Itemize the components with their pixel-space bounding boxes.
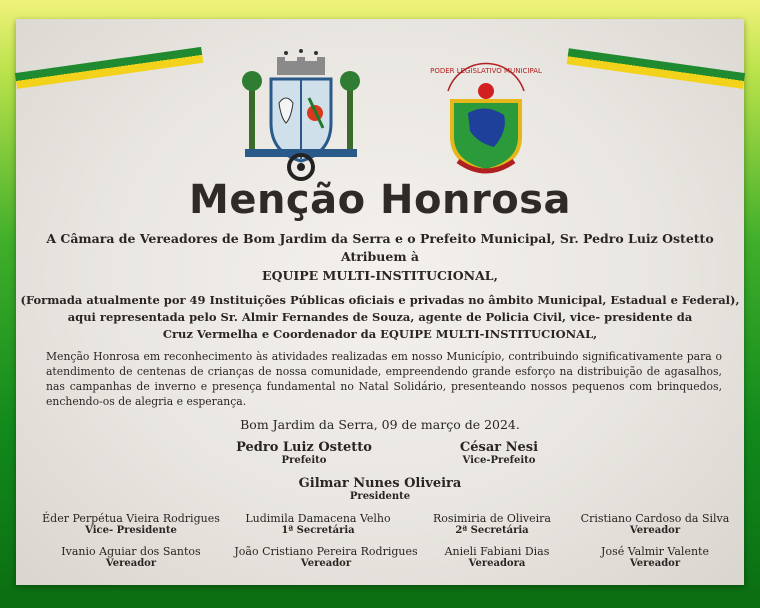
signature-role: 2ª Secretária — [455, 525, 529, 536]
signature-name: Pedro Luiz Ostetto — [236, 440, 372, 455]
composition-line: (Formada atualmente por 49 Instituições Públicas oficiais e privadas no âmbito Municipal, Estadual e Federal), — [20, 293, 740, 307]
signature-role: Vereador — [629, 525, 681, 536]
signature-name: Éder Perpétua Vieira Rodrigues — [42, 512, 220, 525]
citation-paragraph: Menção Honrosa em reconhecimento às atividades realizadas em nosso Município, contribuindo significativamente para o atendimento de centenas de crianças de nossa comunidade, empreendendo grande esforço na distribuição de agasalhos, nas campanhas de inverno e presença fundamental no Natal Solidário, presenteando nossos pequenos com brinquedos, enchendo-os de alegria e esperança. — [46, 350, 722, 408]
representative-line-2: Cruz Vermelha e Coordenador da EQUIPE MULTI-INSTITUCIONAL, — [162, 327, 598, 341]
flag-stripe-right — [567, 48, 745, 89]
representative-line-1: aqui representada pelo Sr. Almir Fernandes de Souza, agente de Policia Civil, vice- presidente da — [67, 310, 693, 324]
signature-name: José Valmir Valente — [601, 545, 709, 558]
honoree-name: EQUIPE MULTI-INSTITUCIONAL, — [262, 268, 498, 283]
signature-name: Gilmar Nunes Oliveira — [298, 476, 462, 491]
signature-role: Prefeito — [281, 455, 327, 466]
signature-name: Cristiano Cardoso da Silva — [580, 512, 730, 525]
attributes-line: Atribuem à — [340, 249, 420, 264]
signature-council-3 — [410, 512, 574, 536]
signature-council-6 — [230, 545, 422, 569]
legislative-power-emblem-icon — [430, 51, 542, 181]
signature-council-8 — [572, 545, 738, 569]
date-line: Bom Jardim da Serra, 09 de março de 2024. — [240, 417, 520, 432]
signature-council-7 — [422, 545, 572, 569]
signature-prefeito — [204, 440, 404, 466]
signature-role: Vereador — [629, 558, 681, 569]
signature-role: 1ª Secretária — [281, 525, 355, 536]
signature-role: Vice-Prefeito — [462, 455, 536, 466]
grantor-line: A Câmara de Vereadores de Bom Jardim da Serra e o Prefeito Municipal, Sr. Pedro Luiz Ostetto — [46, 231, 714, 246]
flag-stripe-left — [15, 47, 203, 89]
signature-name: João Cristiano Pereira Rodrigues — [234, 545, 418, 558]
signature-role: Vereador — [105, 558, 157, 569]
signature-council-5 — [36, 545, 226, 569]
page-title: Menção Honrosa — [189, 177, 571, 223]
signature-name: Ludimila Damacena Velho — [245, 512, 391, 525]
signature-role: Vice- Presidente — [85, 525, 177, 536]
municipal-coat-of-arms-icon — [241, 43, 361, 183]
signature-name: Anieli Fabiani Dias — [444, 545, 550, 558]
signature-role: Presidente — [349, 491, 411, 502]
plaque — [16, 19, 744, 585]
signature-council-4 — [572, 512, 738, 536]
signature-name: Ivanio Aguiar dos Santos — [61, 545, 201, 558]
signature-presidente — [280, 476, 480, 502]
signature-role: Vereador — [300, 558, 352, 569]
signature-vice-prefeito — [414, 440, 584, 466]
emblem-arc-text: PODER LEGISLATIVO MUNICIPAL — [430, 67, 542, 75]
signature-role: Vereadora — [468, 558, 526, 569]
signature-council-2 — [230, 512, 406, 536]
signature-name: Rosimiria de Oliveira — [432, 512, 551, 525]
signature-name: César Nesi — [459, 440, 539, 455]
signature-council-1 — [36, 512, 226, 536]
